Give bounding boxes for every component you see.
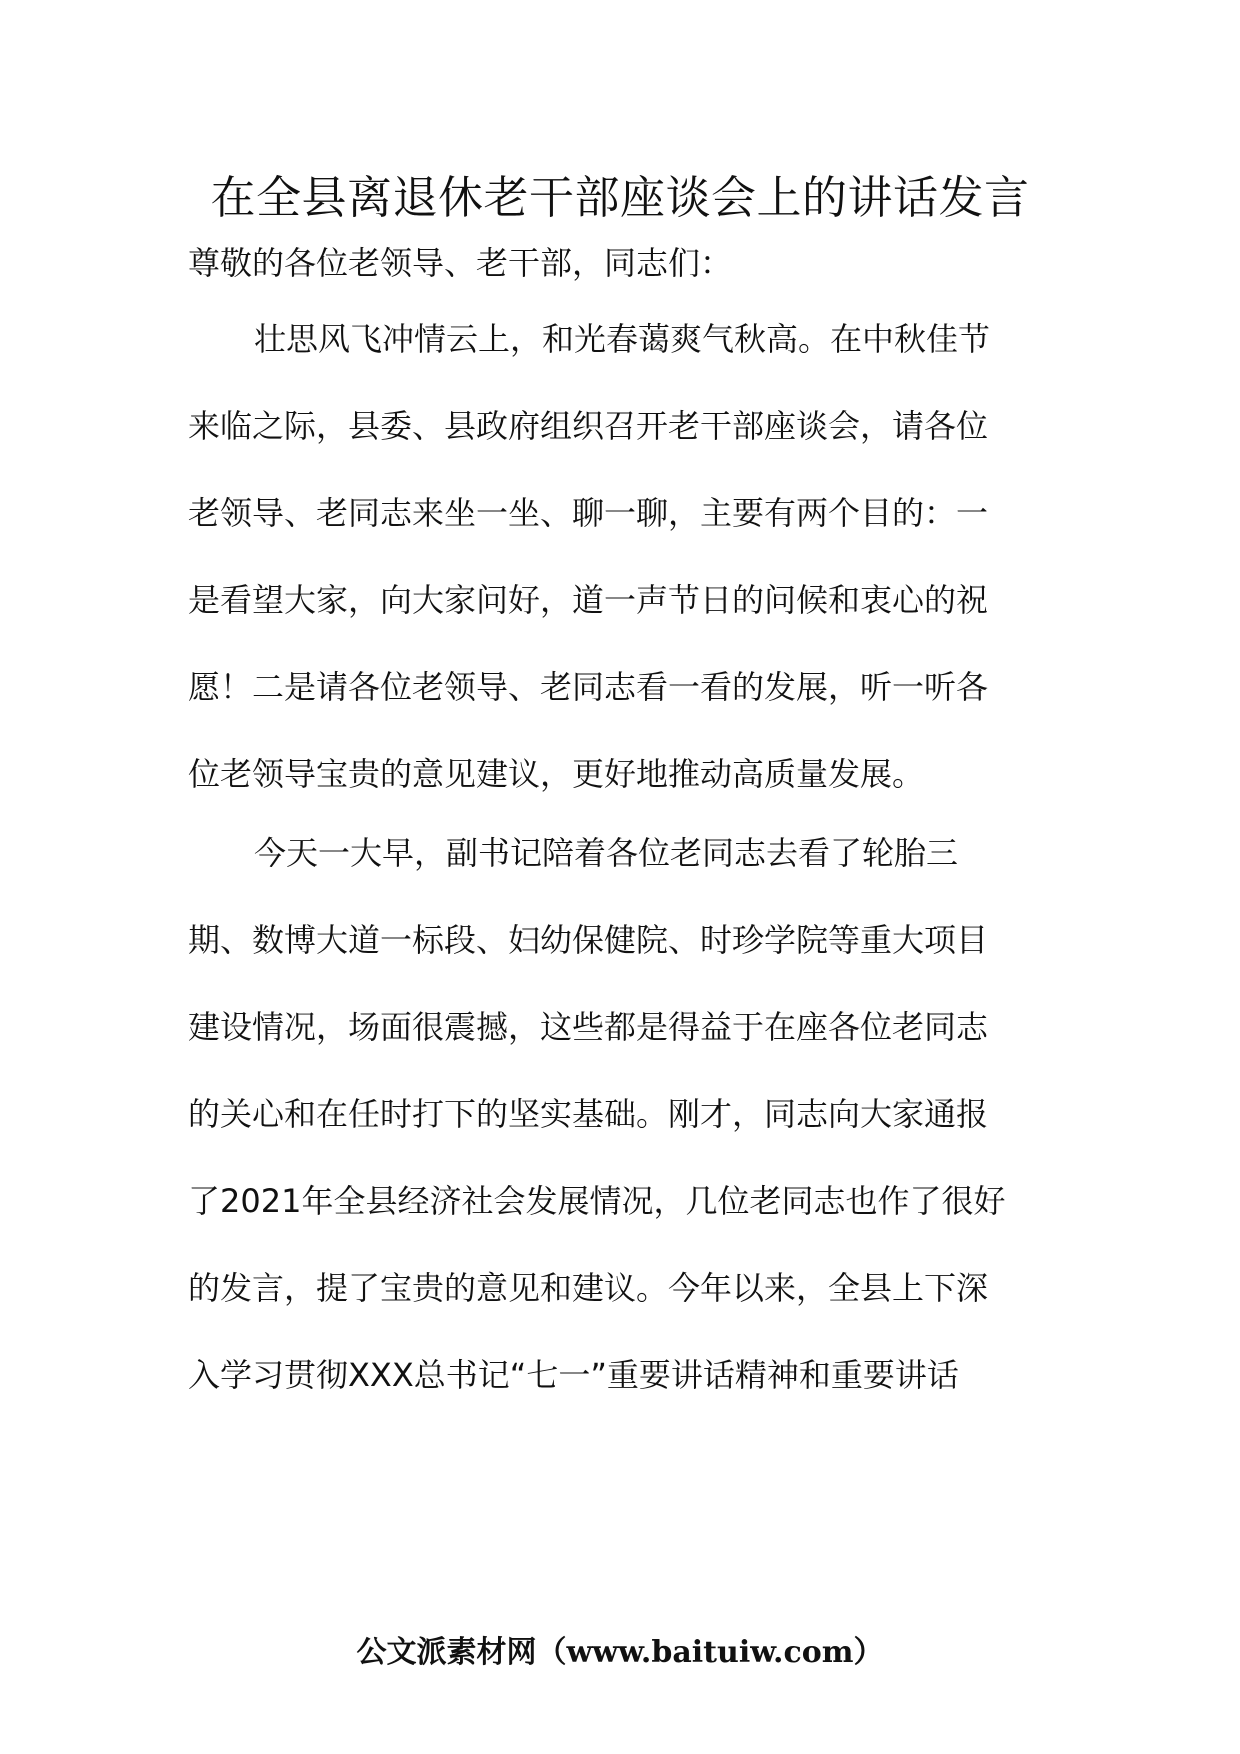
paragraph-line: 是看望大家，向大家问好，道一声节日的问候和衷心的祝 xyxy=(188,581,989,619)
document-title: 在全县离退休老干部座谈会上的讲话发言 xyxy=(210,171,1030,224)
salutation: 尊敬的各位老领导、老干部，同志们： xyxy=(188,244,733,282)
paragraph-line: 建设情况，场面很震撼，这些都是得益于在座各位老同志 xyxy=(188,1008,989,1046)
paragraph-line: 的发言，提了宝贵的意见和建议。今年以来，全县上下深 xyxy=(188,1269,989,1307)
paragraph-line: 了2021年全县经济社会发展情况，几位老同志也作了很好 xyxy=(188,1182,1006,1220)
paragraph-line: 的关心和在任时打下的坚实基础。刚才，同志向大家通报 xyxy=(188,1095,989,1133)
paragraph-line: 来临之际，县委、县政府组织召开老干部座谈会，请各位 xyxy=(188,407,989,445)
paragraph-line: 今天一大早，副书记陪着各位老同志去看了轮胎三 xyxy=(254,834,959,872)
paragraph-line: 壮思风飞冲情云上，和光春蔼爽气秋高。在中秋佳节 xyxy=(254,320,991,358)
paragraph-line: 入学习贯彻XXX总书记“七一”重要讲话精神和重要讲话 xyxy=(188,1356,959,1394)
paragraph-line: 期、数博大道一标段、妇幼保健院、时珍学院等重大项目 xyxy=(188,921,989,959)
paragraph-line: 位老领导宝贵的意见建议，更好地推动高质量发展。 xyxy=(188,755,925,793)
paragraph-line: 老领导、老同志来坐一坐、聊一聊，主要有两个目的：一 xyxy=(188,494,989,532)
paragraph-line: 愿！二是请各位老领导、老同志看一看的发展，听一听各 xyxy=(188,668,989,706)
footer-watermark: 公文派素材网（www.baituiw.com） xyxy=(356,1635,884,1670)
